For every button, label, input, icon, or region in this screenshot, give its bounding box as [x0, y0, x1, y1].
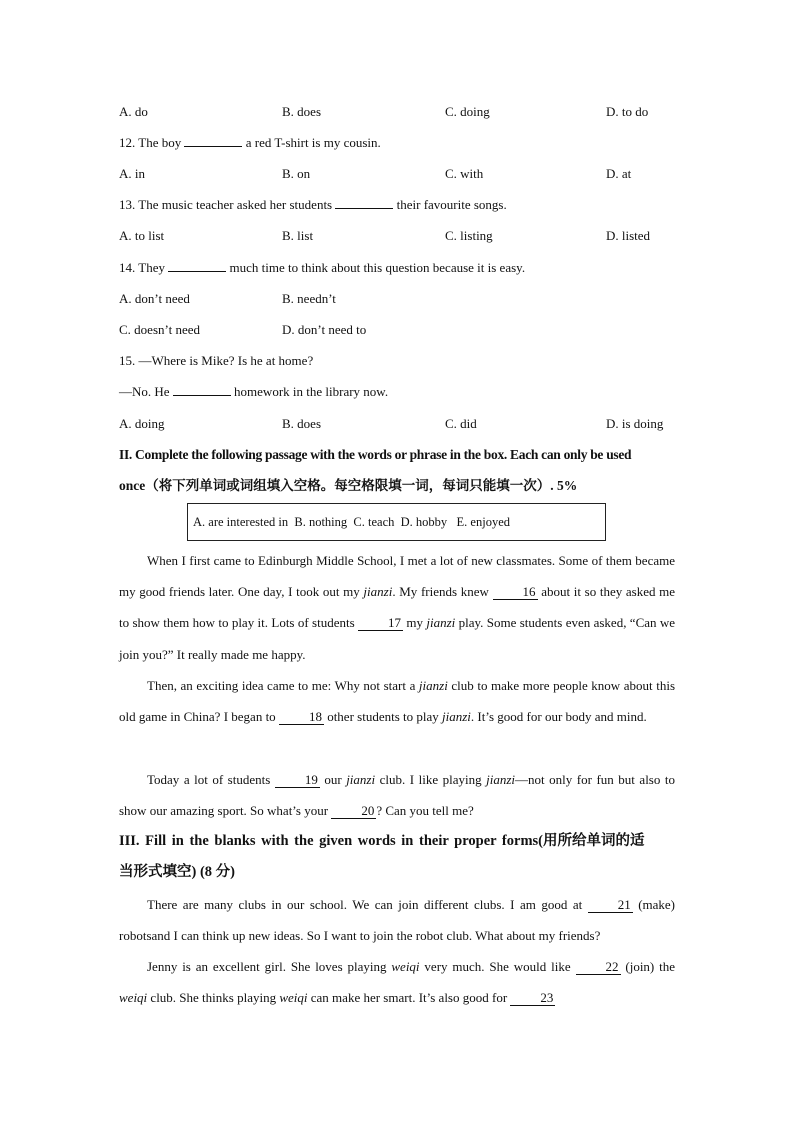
p2-text-d: . It’s good for our body and mind.: [470, 709, 647, 725]
q15-blank[interactable]: [173, 395, 231, 396]
q14-blank[interactable]: [168, 271, 226, 272]
word-box: [187, 503, 606, 541]
word-box-e: E. enjoyed: [456, 514, 510, 529]
section-2-heading: II. Complete the following passage with the words or phrase in the box. Each can only be used: [119, 447, 632, 462]
q15-reply-a: —No. He: [119, 384, 170, 399]
q13-option-c[interactable]: C. listing: [445, 228, 493, 243]
blank-22[interactable]: 22: [576, 960, 621, 975]
q14-stem-a: 14. They: [119, 260, 165, 275]
word-box-c: C. teach: [353, 514, 395, 529]
q11-option-c[interactable]: C. doing: [445, 104, 490, 119]
q14-option-b[interactable]: B. needn’t: [282, 291, 336, 306]
p2-jianzi-2: jianzi: [442, 709, 471, 725]
p2-text-a: Then, an exciting idea came to me: Why not start a: [147, 678, 416, 693]
section-3-heading: III. Fill in the blanks with the given words in their proper forms(用所给单词的适: [119, 833, 645, 849]
fill-paragraph-2: [119, 951, 675, 1013]
word-box-b: B. nothing: [294, 514, 348, 529]
q13-option-b[interactable]: B. list: [282, 228, 314, 243]
p1-text-d: my: [406, 615, 423, 631]
word-box-d: D. hobby: [400, 514, 448, 529]
passage-paragraph-2: [119, 670, 675, 732]
p3-text-d: —not only for fun but also to show our amazing sport. So what’s your: [119, 772, 675, 819]
p3-text-e: ? Can you tell me?: [376, 803, 474, 819]
s3p2-text-c: (join) the: [625, 959, 676, 974]
q11-option-a[interactable]: A. do: [119, 104, 148, 119]
section-3-heading-line2: 当形式填空) (8 分): [119, 864, 235, 880]
passage-paragraph-3: [119, 764, 675, 826]
q15-stem: 15. —Where is Mike? Is he at home?: [119, 353, 314, 368]
q12-option-b[interactable]: B. on: [282, 166, 311, 181]
q12-stem-a: 12. The boy: [119, 135, 182, 150]
blank-20[interactable]: 20: [331, 804, 376, 819]
blank-21[interactable]: 21: [588, 898, 633, 913]
s3p1-text-a: There are many clubs in our school. We can join different clubs. I am good at: [147, 897, 583, 912]
p3-jianzi-2: jianzi: [486, 772, 516, 787]
s3p1-text-b: (make) robotsand I can think up new ideas. So I want to join the robot club. What about my friends?: [119, 897, 675, 944]
p2-text-c: other students to play: [327, 709, 439, 725]
q14-stem-b: much time to think about this question because it is easy.: [229, 260, 526, 275]
q14-option-d[interactable]: D. don’t need to: [282, 322, 367, 337]
q13-option-d[interactable]: D. listed: [606, 228, 651, 243]
q12-option-a[interactable]: A. in: [119, 166, 145, 181]
q14-option-c[interactable]: C. doesn’t need: [119, 322, 200, 337]
p1-jianzi: jianzi: [363, 584, 393, 600]
q12-stem-b: a red T-shirt is my cousin.: [245, 135, 381, 150]
q13-option-a[interactable]: A. to list: [119, 228, 165, 243]
p3-text-a: Today a lot of students: [147, 772, 271, 787]
s3p2-weiqi-2: weiqi: [119, 990, 148, 1006]
p1-text-c: about it so they asked me to show them how to play it. Lots of students: [119, 584, 676, 631]
q15-reply-b: homework in the library now.: [234, 384, 389, 399]
blank-16[interactable]: 16: [493, 585, 538, 600]
q15-option-c[interactable]: C. did: [445, 416, 477, 431]
q13-stem-b: their favourite songs.: [396, 197, 507, 212]
q15-option-a[interactable]: A. doing: [119, 416, 165, 431]
s3p2-weiqi: weiqi: [391, 959, 420, 974]
fill-paragraph-1: [119, 889, 675, 951]
p3-text-c: club. I like playing: [379, 772, 482, 787]
passage-paragraph-1: [119, 545, 675, 670]
question-14: [119, 259, 525, 277]
q15-reply: [119, 383, 388, 401]
blank-23[interactable]: 23: [510, 991, 555, 1006]
section-2-heading-line2: once（将下列单词或词组填入空格。每空格限填一词，每词只能填一次）. 5%: [119, 478, 578, 493]
blank-18[interactable]: 18: [279, 710, 324, 725]
q14-option-a[interactable]: A. don’t need: [119, 291, 190, 306]
q13-blank[interactable]: [335, 208, 393, 209]
blank-19[interactable]: 19: [275, 773, 320, 788]
question-12: [119, 134, 381, 152]
q15-option-d[interactable]: D. is doing: [606, 416, 664, 431]
q12-option-d[interactable]: D. at: [606, 166, 632, 181]
q11-option-b[interactable]: B. does: [282, 104, 321, 119]
p2-text-b: club to make more people know about this old game in China? I began to: [119, 678, 675, 725]
question-13: [119, 196, 507, 214]
q12-option-c[interactable]: C. with: [445, 166, 484, 181]
p1-jianzi-2: jianzi: [426, 615, 456, 631]
s3p2-text-b: very much. She would like: [424, 959, 571, 974]
p1-text-b: . My friends knew: [392, 584, 489, 600]
p2-jianzi: jianzi: [418, 678, 448, 693]
q11-option-d[interactable]: D. to do: [606, 104, 649, 119]
blank-17[interactable]: 17: [358, 616, 403, 631]
p1-text-a: When I first came to Edinburgh Middle School, I met a lot of new classmates. Some of them became my good friends later. One day, I took out my: [119, 553, 675, 600]
s3p2-text-e: can make her smart. It’s also good for: [310, 990, 508, 1006]
word-box-a: A. are interested in: [193, 514, 289, 529]
q12-blank[interactable]: [184, 146, 242, 147]
p3-text-b: our: [324, 772, 342, 787]
q13-stem-a: 13. The music teacher asked her students: [119, 197, 333, 212]
p1-text-e: play. Some students even asked, “Can we join you?” It really made me happy.: [119, 615, 676, 662]
s3p2-weiqi-3: weiqi: [279, 990, 308, 1006]
s3p2-text-a: Jenny is an excellent girl. She loves playing: [147, 959, 387, 974]
p3-jianzi: jianzi: [346, 772, 376, 787]
q15-option-b[interactable]: B. does: [282, 416, 321, 431]
s3p2-text-d: club. She thinks playing: [150, 990, 277, 1006]
